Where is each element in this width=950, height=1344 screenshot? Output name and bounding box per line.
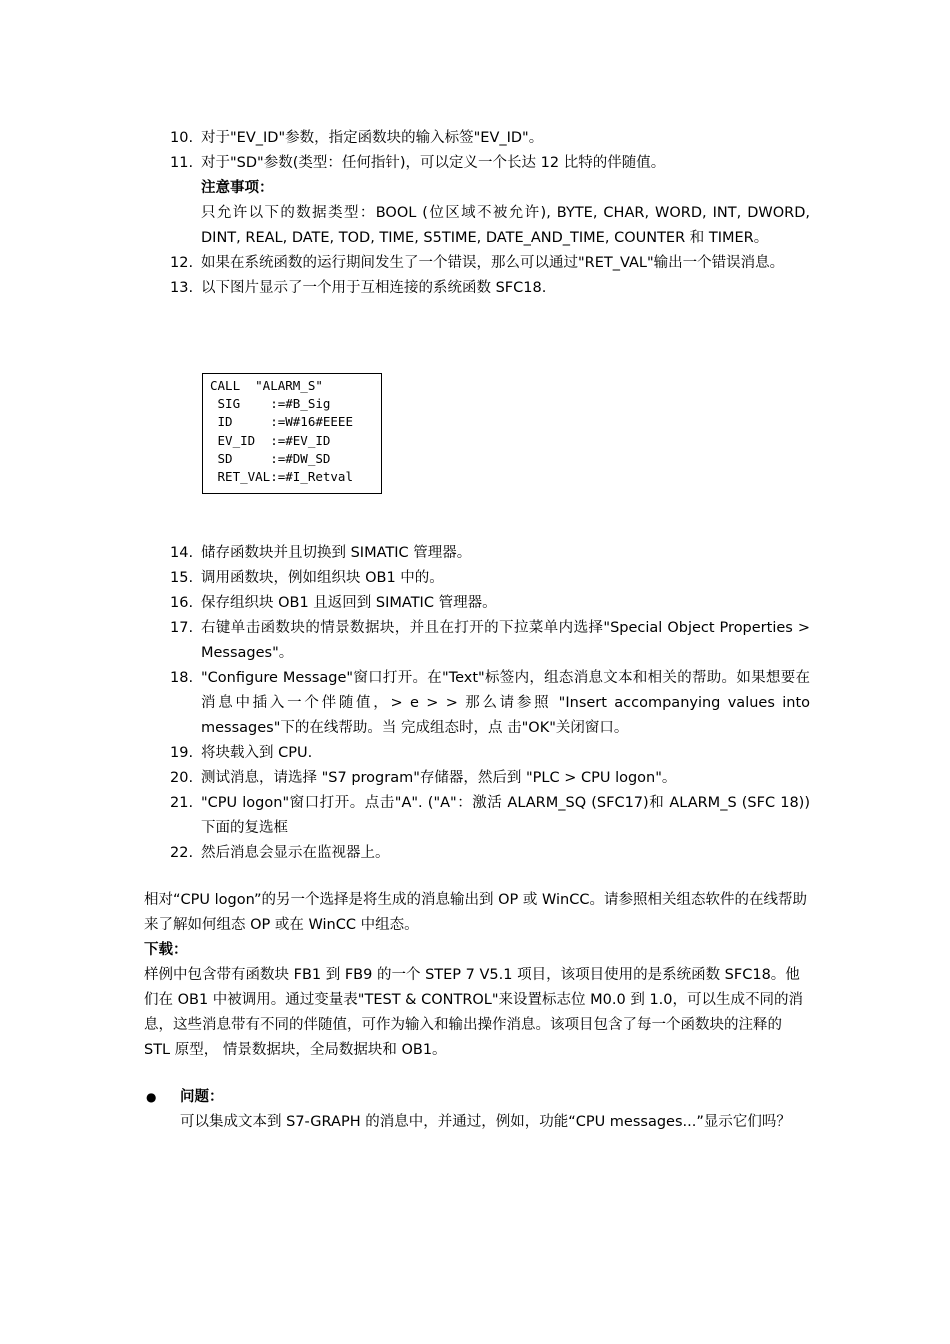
- item-text: 如果在系统函数的运行期间发生了一个错误，那么可以通过"RET_VAL"输出一个错误消息。: [201, 255, 785, 271]
- item-text: 储存函数块并且切换到 SIMATIC 管理器。: [201, 545, 472, 561]
- note-body: 只允许以下的数据类型：BOOL (位区域不被允许), BYTE, CHAR, WORD, INT, DWORD, DINT, REAL, DATE, TOD, TIME, S5TIME, DATE_AND_TIME, COUNTER 和 TIMER。: [201, 205, 810, 246]
- numbered-list-top: [170, 126, 810, 301]
- item-number: 17.: [170, 620, 194, 636]
- list-item: [170, 741, 810, 766]
- list-item: [170, 766, 810, 791]
- item-text: "Configure Message"窗口打开。在"Text"标签内，组态消息文本和相关的帮助。如果想要在消息中插入一个伴随值，> e > > 那么请参照 "Insert accompanying values into messages"下的在线帮助。当 完成组态时，点 击"OK"关闭窗口。: [201, 670, 810, 736]
- note-block: [170, 176, 810, 251]
- numbered-list-bottom: [170, 541, 810, 866]
- item-text: 以下图片显示了一个用于互相连接的系统函数 SFC18.: [201, 280, 547, 296]
- list-item: [170, 591, 810, 616]
- item-number: 13.: [170, 280, 194, 296]
- list-item: [170, 666, 810, 741]
- question-heading: 问题：: [180, 1089, 224, 1105]
- note-heading: 注意事项：: [201, 180, 274, 196]
- list-item: [170, 251, 810, 276]
- download-body: 样例中包含带有函数块 FB1 到 FB9 的一个 STEP 7 V5.1 项目，该项目使用的是系统函数 SFC18。他们在 OB1 中被调用。通过变量表"TEST & CONTROL"来设置标志位 M0.0 到 1.0，可以生成不同的消息，这些消息带有不同的伴随值，可作为输入和输出操作消息。该项目包含了每一个函数块的注释的 STL 原型， 情景数据块，全局数据块和 OB1。: [144, 967, 804, 1058]
- item-number: 16.: [170, 595, 194, 611]
- item-number: 22.: [170, 845, 194, 861]
- item-text: 对于"EV_ID"参数，指定函数块的输入标签"EV_ID"。: [201, 130, 544, 146]
- code-line: SIG :=#B_Sig: [210, 396, 331, 412]
- list-item: [170, 841, 810, 866]
- item-text: "CPU logon"窗口打开。点击"A". ("A"：激活 ALARM_SQ (SFC17)和 ALARM_S (SFC 18))下面的复选框: [201, 795, 810, 836]
- list-item: [170, 151, 810, 176]
- item-text: 右键单击函数块的情景数据块，并且在打开的下拉菜单内选择"Special Object Properties > Messages"。: [201, 620, 810, 661]
- item-number: 14.: [170, 545, 194, 561]
- list-item: [170, 791, 810, 841]
- bullet-icon: ●: [146, 1090, 157, 1104]
- paragraph-alternative: 相对“CPU logon”的另一个选择是将生成的消息输出到 OP 或 WinCC。请参照相关组态软件的在线帮助来了解如何组态 OP 或在 WinCC 中组态。: [144, 892, 807, 933]
- code-line: CALL "ALARM_S": [210, 378, 323, 393]
- list-item: [170, 566, 810, 591]
- download-heading: 下载：: [144, 942, 188, 958]
- item-number: 20.: [170, 770, 194, 786]
- item-number: 21.: [170, 795, 194, 811]
- list-item: [170, 276, 810, 301]
- stl-code-box: [202, 373, 382, 494]
- list-item: [170, 616, 810, 666]
- item-number: 19.: [170, 745, 194, 761]
- item-number: 12.: [170, 255, 194, 271]
- item-text: 将块载入到 CPU.: [201, 745, 313, 761]
- code-line: ID :=W#16#EEEE: [210, 414, 353, 430]
- item-number: 15.: [170, 570, 194, 586]
- question-body: 可以集成文本到 S7-GRAPH 的消息中，并通过，例如，功能“CPU messages...”显示它们吗？: [180, 1114, 791, 1130]
- code-line: EV_ID :=#EV_ID: [210, 432, 331, 448]
- question-block: [144, 1085, 810, 1135]
- item-text: 测试消息，请选择 "S7 program"存储器，然后到 "PLC > CPU logon"。: [201, 770, 677, 786]
- code-line: SD :=#DW_SD: [210, 450, 331, 466]
- item-text: 对于"SD"参数(类型：任何指针)，可以定义一个长达 12 比特的伴随值。: [201, 155, 666, 171]
- item-number: 10.: [170, 130, 194, 146]
- code-line: RET_VAL:=#I_Retval: [210, 469, 353, 485]
- list-item: [170, 541, 810, 566]
- list-item: [170, 126, 810, 151]
- item-number: 11.: [170, 155, 194, 171]
- item-text: 调用函数块，例如组织块 OB1 中的。: [201, 570, 444, 586]
- item-number: 18.: [170, 670, 194, 686]
- item-text: 保存组织块 OB1 且返回到 SIMATIC 管理器。: [201, 595, 497, 611]
- item-text: 然后消息会显示在监视器上。: [201, 845, 390, 861]
